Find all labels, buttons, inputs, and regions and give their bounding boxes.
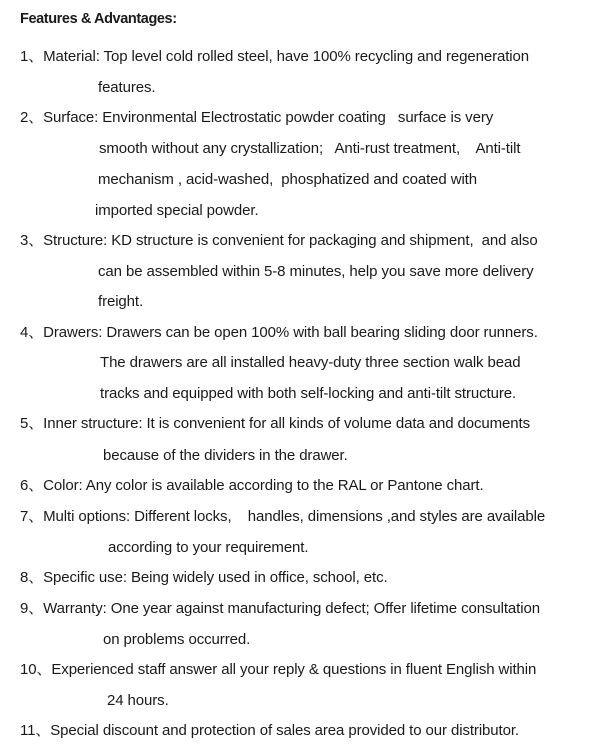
feature-line: 10、Experienced staff answer all your reply & questions in fluent English within: [20, 661, 537, 678]
feature-line: on problems occurred.: [103, 631, 251, 648]
feature-line: 6、Color: Any color is available according to the RAL or Pantone chart.: [20, 477, 484, 494]
feature-line: The drawers are all installed heavy-duty three section walk bead: [100, 354, 521, 371]
feature-line: because of the dividers in the drawer.: [103, 447, 348, 464]
feature-line: 7、Multi options: Different locks, handles, dimensions ,and styles are available: [20, 508, 546, 525]
feature-line: can be assembled within 5-8 minutes, help you save more delivery: [98, 263, 534, 280]
feature-line: 8、Specific use: Being widely used in office, school, etc.: [20, 569, 388, 586]
feature-line: freight.: [98, 293, 144, 310]
feature-line: 11、Special discount and protection of sales area provided to our distributor.: [20, 722, 519, 739]
feature-line: 9、Warranty: One year against manufacturing defect; Offer lifetime consultation: [20, 600, 540, 617]
feature-line: mechanism , acid-washed, phosphatized and coated with: [98, 171, 477, 188]
feature-line: 5、Inner structure: It is convenient for all kinds of volume data and documents: [20, 415, 530, 432]
feature-line: 24 hours.: [107, 692, 169, 709]
features-heading: Features & Advantages:: [20, 11, 177, 27]
feature-line: according to your requirement.: [108, 539, 309, 556]
feature-line: smooth without any crystallization; Anti-rust treatment, Anti-tilt: [99, 140, 521, 157]
feature-line: 3、Structure: KD structure is convenient for packaging and shipment, and also: [20, 232, 538, 249]
feature-line: 2、Surface: Environmental Electrostatic powder coating surface is very: [20, 109, 494, 126]
feature-line: imported special powder.: [95, 202, 259, 219]
feature-line: 4、Drawers: Drawers can be open 100% with ball bearing sliding door runners.: [20, 324, 538, 341]
feature-line: features.: [98, 79, 156, 96]
feature-line: tracks and equipped with both self-locking and anti-tilt structure.: [100, 385, 517, 402]
feature-line: 1、Material: Top level cold rolled steel, have 100% recycling and regeneration: [20, 48, 529, 65]
